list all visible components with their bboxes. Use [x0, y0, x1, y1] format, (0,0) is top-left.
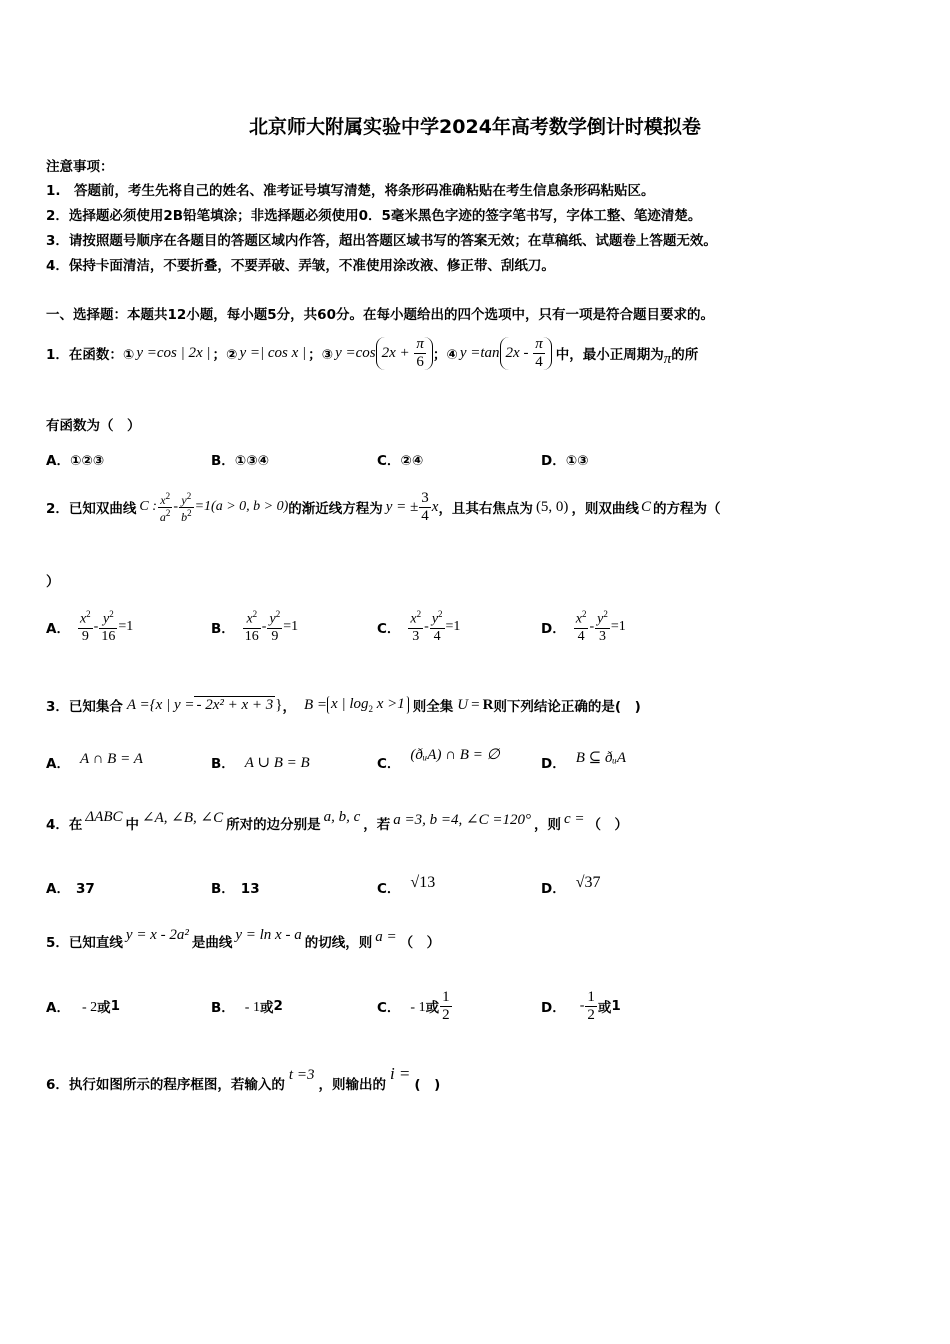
q2-option-b-y: y: [269, 611, 276, 627]
q2-option-d: [541, 604, 626, 650]
q6-i: i =: [389, 1064, 411, 1083]
q5-option-c-label: C．: [377, 1000, 401, 1016]
q3-reals: R: [482, 696, 494, 713]
q2-option-d-den-2: 3: [598, 628, 606, 644]
q2-frac-y: [179, 492, 194, 523]
q1-tail-1: 中，最小正周期为: [555, 347, 664, 363]
q3-u: U: [457, 696, 469, 713]
q1-func-4-den: 4: [535, 353, 543, 370]
q5-line: y = x - 2a²: [125, 926, 189, 943]
q5-option-c-v1: - 1: [410, 1000, 426, 1015]
q2-option-a-x: x: [79, 611, 87, 627]
q3-option-d-expr: B ⊆ ðᵤA: [575, 750, 627, 766]
q5-option-d-half: [585, 990, 597, 1023]
q1-option-b: B．①③④: [211, 453, 270, 469]
q3-option-b-label: B．: [211, 756, 235, 772]
q3-option-c: [377, 747, 500, 773]
question-2: [46, 484, 720, 530]
q2-option-a-label: A．: [46, 621, 70, 637]
q2-option-d-eq: =1: [610, 619, 626, 634]
q2-option-b-den-1: 16: [244, 628, 259, 644]
q2-option-a-den-2: 16: [101, 628, 116, 644]
q1-func-4-num: π: [535, 335, 543, 352]
q2-option-b-x-sup: 2: [252, 609, 258, 620]
q2-asym: y = ±: [385, 498, 419, 515]
q3-mid: 则全集: [412, 699, 454, 715]
q5-option-d-num: 1: [587, 988, 595, 1005]
q2-mid-2: ，且其右焦点为: [438, 501, 533, 517]
q5-curve: y = ln x - a: [235, 926, 302, 943]
q1-func-1: y =cos | 2x |: [136, 344, 211, 361]
q5-option-a-label: A．: [46, 1000, 70, 1016]
q5-option-d-den: 2: [587, 1006, 595, 1023]
q1-sep-3: ；④: [432, 347, 458, 363]
page-title: 北京师大附属实验中学2024年高考数学倒计时模拟卷: [249, 116, 701, 138]
q1-func-4-arg: [500, 337, 552, 370]
section-heading: 一、选择题：本题共12小题，每小题5分，共60分。在每小题给出的四个选项中，只有一项是符合题目要求的。: [46, 307, 714, 323]
q4-option-d-value: √37: [575, 874, 601, 891]
q3-option-c-expr: (ðᵤA) ∩ B = ∅: [410, 747, 500, 763]
q4-option-a-value: 37: [75, 881, 95, 897]
q4-mid-1: 中: [125, 817, 140, 833]
q3-set-b-cond: x >1: [376, 696, 405, 712]
q2-option-d-x-sup: 2: [581, 609, 587, 620]
q2-option-b-eq: =1: [283, 619, 299, 634]
q5-number: 5．已知直线: [46, 935, 123, 951]
q3-brace: }: [275, 696, 283, 713]
q4-option-d-label: D．: [541, 881, 566, 897]
q2-number: 2．已知双曲线: [46, 501, 137, 517]
q2-c-label: C :: [139, 499, 157, 514]
q3-option-a: [46, 752, 143, 773]
notice-item-3: 3．请按照题号顺序在各题目的答题区域内作答，超出答题区域书写的答案无效；在草稿纸、试题卷上答题无效。: [46, 233, 717, 249]
q4-option-b-value: 13: [240, 881, 260, 897]
q3-option-d-label: D．: [541, 756, 566, 772]
q1-func-3-den: 6: [416, 353, 424, 370]
q2-option-a-y-sup: 2: [109, 609, 114, 620]
q1-option-d: D．①③: [541, 453, 589, 469]
q1-func-4-frac: [533, 337, 545, 370]
q2-x-sup: 2: [165, 490, 171, 501]
q4-sides: a, b, c: [323, 808, 361, 825]
q2-option-c-label: C．: [377, 621, 401, 637]
q5-option-c: [377, 983, 453, 1029]
q4-close: （ ）: [587, 817, 628, 833]
q2-slope-den: 4: [421, 507, 429, 524]
q4-c-eq: c =: [563, 810, 585, 827]
q2-x: x: [160, 492, 166, 507]
q4-option-c-value: √13: [410, 874, 436, 891]
q1-option-c: C．②④: [377, 453, 424, 469]
q2-a: a: [159, 509, 166, 524]
q2-asym-x: x: [431, 498, 439, 515]
q1-func-4-lin: 2x -: [505, 344, 529, 361]
q5-option-b-label: B．: [211, 1000, 235, 1016]
q2-b: b: [181, 509, 188, 524]
notice-item-1: 1. 答题前，考生先将自己的姓名、准考证号填写清楚，将条形码准确粘贴在考生信息条形码粘贴区。: [46, 183, 655, 199]
notice-heading: 注意事项：: [46, 159, 114, 175]
q5-a-eq: a =: [375, 928, 397, 945]
q2-c-var: C: [640, 498, 651, 515]
q1-sep-2: ；③: [308, 347, 334, 363]
q4-triangle: ΔABC: [85, 808, 123, 825]
q5-option-d-v2: 1: [611, 998, 621, 1014]
q2-y: y: [181, 492, 187, 507]
q2-frac-x: [158, 492, 173, 523]
q2-slope: [419, 491, 431, 524]
q3-option-a-label: A．: [46, 756, 70, 772]
q2-option-b-minus: -: [261, 619, 267, 634]
q1-func-3-num: π: [416, 335, 424, 352]
q5-option-c-half: [440, 990, 452, 1023]
q2-minus: -: [173, 499, 179, 514]
q2-option-c-den-1: 3: [412, 628, 420, 644]
q2-option-a-minus: -: [93, 619, 99, 634]
q5-option-d: [541, 983, 621, 1029]
q2-option-b-frac-1: [243, 610, 261, 644]
q3-u-eq: =: [471, 696, 480, 713]
q5-option-d-neg: -: [579, 998, 585, 1013]
q2-option-b-label: B．: [211, 621, 235, 637]
q2-option-a-eq: =1: [118, 619, 134, 634]
q2-option-c-frac-1: [408, 610, 423, 644]
q5-tail: 的切线，则: [304, 935, 373, 951]
q2-option-c-eq: =1: [445, 619, 461, 634]
q2-tail: 的方程为（: [652, 501, 721, 517]
q2-slope-num: 3: [421, 489, 429, 506]
q3-option-c-label: C．: [377, 756, 401, 772]
q1-option-a: A．①②③: [46, 453, 105, 469]
q2-option-c: [377, 604, 460, 650]
q2-close-paren: ）: [46, 574, 60, 590]
q5-option-a-v2: 1: [110, 998, 121, 1014]
q2-option-a-y: y: [102, 611, 110, 627]
q5-option-c-num: 1: [442, 988, 450, 1005]
q4-option-c: [377, 874, 436, 898]
q4-option-c-label: C．: [377, 881, 401, 897]
q2-option-d-minus: -: [589, 619, 595, 634]
q2-option-c-minus: -: [424, 619, 429, 634]
q2-option-a-frac-1: [78, 610, 93, 644]
q3-radicand: - 2x² + x + 3: [196, 697, 274, 713]
q2-option-a: [46, 604, 133, 650]
q5-option-d-label: D．: [541, 1000, 566, 1016]
q3-option-b: [211, 752, 310, 773]
q2-y-sup: 2: [186, 490, 192, 501]
q2-option-d-y: y: [597, 611, 604, 627]
q2-condition: =1(a > 0, b > 0): [194, 499, 289, 514]
q2-option-c-frac-2: [430, 610, 445, 644]
q2-option-b-frac-2: [267, 610, 282, 644]
q2-option-d-x: x: [575, 611, 582, 627]
q2-option-c-y-sup: 2: [438, 609, 443, 620]
q3-option-d: [541, 752, 626, 773]
q2-option-b: [211, 604, 298, 650]
q2-option-b-x: x: [246, 611, 253, 627]
q2-option-d-y-sup: 2: [603, 609, 608, 620]
q5-option-a-v1: - 2: [81, 1000, 98, 1015]
q3-set-b: B =: [304, 696, 328, 713]
q2-option-a-den-1: 9: [81, 628, 89, 644]
q2-option-b-den-2: 9: [271, 628, 279, 644]
q3-set-b-base: 2: [368, 704, 373, 714]
q2-option-c-x: x: [410, 611, 417, 627]
q1-pi: π: [663, 350, 672, 367]
q2-b-sup: 2: [187, 507, 192, 518]
q1-func-3-frac: [414, 337, 426, 370]
q4-option-d: [541, 874, 601, 898]
q1-func-2: y =| cos x |: [239, 344, 307, 361]
q6-mid: ，则输出的: [318, 1077, 386, 1093]
q6-number: 6．执行如图所示的程序框图，若输入的: [46, 1077, 285, 1093]
q4-option-a-label: A．: [46, 881, 70, 897]
q2-mid: 的渐近线方程为: [288, 501, 383, 517]
q3-comma: ，: [282, 699, 296, 715]
q2-option-c-x-sup: 2: [416, 609, 422, 620]
q4-condition: a =3, b =4, ∠C =120°: [393, 811, 531, 828]
question-3: [46, 688, 641, 722]
q2-mid-3: ，则双曲线: [571, 501, 639, 517]
q2-option-d-label: D．: [541, 621, 566, 637]
q3-number: 3．已知集合: [46, 699, 123, 715]
question-1: [46, 330, 698, 376]
q4-option-b: [211, 877, 260, 897]
q1-sep-1: ；②: [212, 347, 238, 363]
q6-t: t =3: [288, 1066, 315, 1083]
q3-set-a: A ={x | y =: [126, 696, 195, 713]
q5-option-c-or: 或: [425, 1000, 440, 1016]
q5-mid: 是曲线: [191, 935, 233, 951]
q1-line-2: 有函数为（ ）: [46, 418, 141, 434]
q3-set-b-log: x | log: [331, 696, 369, 712]
q4-mid-2: 所对的边分别是: [226, 817, 321, 833]
q5-option-b-or: 或: [259, 1000, 274, 1016]
q1-func-3-arg: [376, 337, 433, 370]
q5-option-b-v1: - 1: [244, 1000, 260, 1015]
q1-func-4-name: y =tan: [459, 344, 500, 361]
q3-option-a-expr: A ∩ B = A: [79, 751, 143, 767]
q6-close: ( ): [414, 1077, 441, 1093]
question-6: [46, 1066, 440, 1100]
notice-item-4: 4．保持卡面清洁，不要折叠，不要弄破、弄皱，不准使用涂改液、修正带、刮纸刀。: [46, 258, 555, 274]
q2-a-sup: 2: [165, 507, 171, 518]
q4-mid-3: ，若: [363, 817, 391, 833]
q5-option-a-or: 或: [97, 1000, 111, 1016]
q2-option-d-den-1: 4: [577, 628, 585, 644]
q2-option-d-frac-2: [595, 610, 610, 644]
q4-option-a: [46, 877, 95, 897]
q2-option-b-y-sup: 2: [275, 609, 281, 620]
q2-option-a-frac-2: [99, 610, 117, 644]
q4-tail: ，则: [533, 817, 561, 833]
q1-func-3-name: y =cos: [335, 344, 376, 361]
q1-func-3-lin: 2x +: [381, 344, 410, 361]
q3-option-b-expr: A ∪ B = B: [244, 755, 310, 771]
q5-option-b: [211, 983, 283, 1029]
q5-option-d-or: 或: [597, 1000, 612, 1016]
notice-item-2: 2．选择题必须使用2B铅笔填涂；非选择题必须使用0．5毫米黑色字迹的签字笔书写，字体工整、笔迹清楚。: [46, 208, 702, 224]
q2-option-d-frac-1: [574, 610, 589, 644]
q4-number: 4．在: [46, 817, 83, 833]
q5-option-c-den: 2: [442, 1006, 450, 1023]
q2-option-c-den-2: 4: [433, 628, 441, 644]
q1-number: 1．在函数：①: [46, 347, 135, 363]
q2-option-a-x-sup: 2: [86, 609, 91, 620]
q2-option-c-y: y: [431, 611, 439, 627]
question-4: [46, 806, 628, 840]
q4-angles: ∠A, ∠B, ∠C: [142, 809, 224, 826]
question-5: [46, 924, 440, 958]
q2-focus: (5, 0): [535, 498, 569, 515]
q5-option-a: [46, 983, 120, 1029]
q3-set-b-body: [327, 696, 409, 714]
q3-tail: 则下列结论正确的是( ): [493, 699, 641, 715]
q5-option-b-v2: 2: [273, 998, 283, 1014]
q5-close: （ ）: [399, 935, 441, 951]
q4-option-b-label: B．: [211, 881, 235, 897]
q1-tail-2: 的所: [671, 347, 699, 363]
